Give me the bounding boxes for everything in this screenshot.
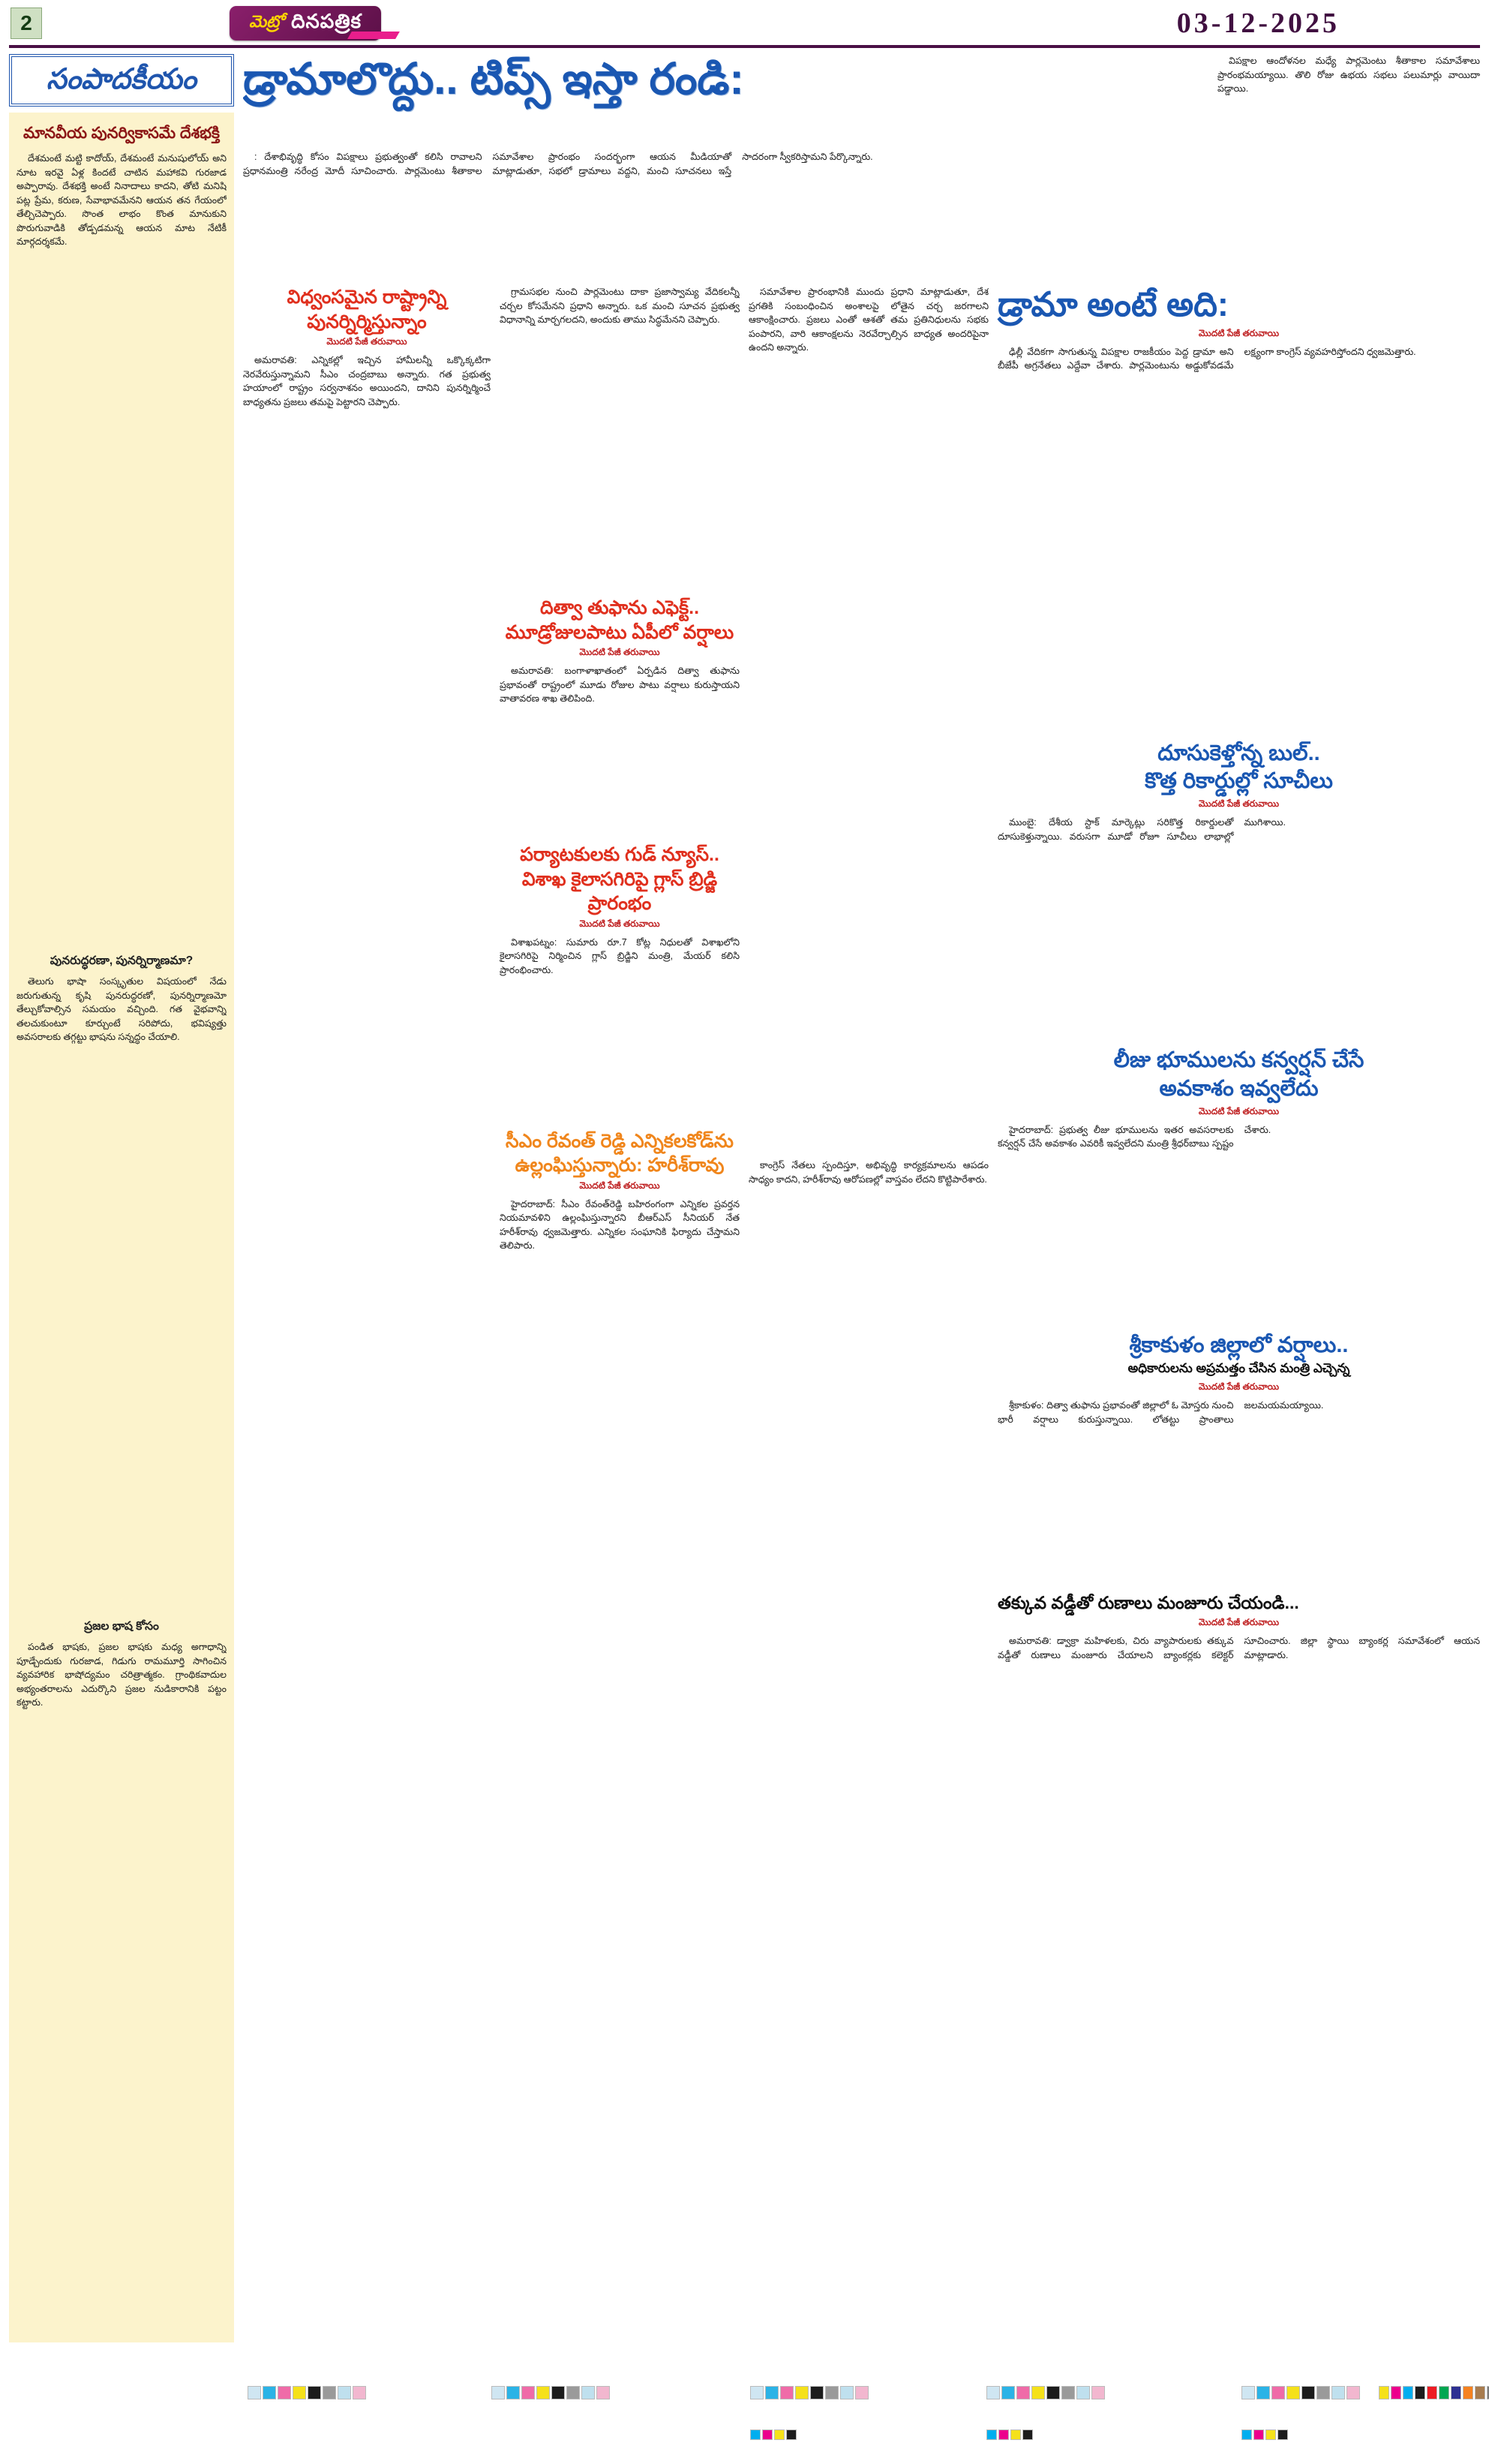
color-swatch <box>1031 2386 1045 2399</box>
article-lease-byline: మొదటి పేజీ తరువాయి <box>1198 1105 1280 1116</box>
article-drama <box>998 285 1480 731</box>
color-swatch <box>1286 2386 1300 2399</box>
article-lease-body <box>998 1123 1480 1323</box>
article-bull-headline-1: దూసుకెళ్తోన్న బుల్.. <box>1157 741 1320 765</box>
color-swatch <box>353 2386 366 2399</box>
page-content <box>0 48 1489 2342</box>
color-swatch <box>1076 2386 1090 2399</box>
lead-continuation-right <box>749 285 989 1158</box>
article-rebuild-body <box>243 353 491 2338</box>
article-rebuild-byline: మొదటి పేజీ తరువాయి <box>326 336 407 347</box>
color-swatch <box>248 2386 261 2399</box>
color-swatch <box>1061 2386 1075 2399</box>
masthead-brand-name: దినపత్రిక <box>291 9 362 32</box>
color-swatch <box>825 2386 839 2399</box>
color-swatch <box>1022 2429 1033 2440</box>
editorial-column <box>9 54 234 2342</box>
color-swatch <box>1463 2386 1473 2399</box>
editorial-headline: మానవీయ పునర్వికాసమే దేశభక్తి <box>23 124 221 142</box>
editorial-text-3 <box>17 1640 227 2336</box>
color-swatch <box>1346 2386 1360 2399</box>
article-revanth-byline: మొదటి పేజీ తరువాయి <box>579 1179 660 1191</box>
article-revanth-headline-1: సీఎం రేవంత్ రెడ్డి ఎన్నికలకోడ్‌ను <box>506 1130 734 1152</box>
color-registration-cluster-small <box>750 2429 797 2440</box>
color-swatch <box>1451 2386 1461 2399</box>
article-revanth-body <box>500 1197 740 2339</box>
body-paragraph: హైదరాబాద్: ప్రభుత్వ లీజు భూములను ఇతర అవసరాలకు కన్వర్షన్ చేసే అవకాశం ఎవరికీ ఇవ్వలేదని మంత్రి శ్రీధర్‌బాబు స్పష్టం చేశారు. <box>998 1124 1271 1149</box>
color-registration-cluster-small <box>986 2429 1033 2440</box>
color-swatch <box>1331 2386 1345 2399</box>
editorial-text-2 <box>17 975 227 1612</box>
color-swatch <box>596 2386 610 2399</box>
article-loans <box>998 1592 1480 2338</box>
color-swatch <box>581 2386 595 2399</box>
article-tourism-body <box>500 936 740 1129</box>
lower-grid <box>243 285 1480 2338</box>
color-swatch <box>1016 2386 1030 2399</box>
color-swatch <box>774 2429 785 2440</box>
color-registration-cluster <box>491 2386 610 2399</box>
color-swatch <box>1439 2386 1449 2399</box>
color-registration-strip <box>1379 2386 1489 2399</box>
editorial-text-1 <box>17 152 227 947</box>
color-swatch <box>840 2386 854 2399</box>
lead-side-text <box>1217 54 1480 146</box>
lead-continuation-left <box>500 285 740 596</box>
color-swatch <box>765 2386 779 2399</box>
color-swatch <box>986 2386 1000 2399</box>
article-cyclone-body <box>500 664 740 843</box>
color-swatch <box>998 2429 1009 2440</box>
article-loans-headline: తక్కువ వడ్డీతో రుణాలు మంజూరు చేయండి... <box>998 1593 1299 1613</box>
color-swatch <box>1391 2386 1401 2399</box>
middle-column-right <box>749 285 989 2338</box>
color-swatch <box>323 2386 336 2399</box>
body-paragraph: హైదరాబాద్: సీఎం రేవంత్‌రెడ్డి బహిరంగంగా ఎన్నికల ప్రవర్తన నియమావళిని ఉల్లంఘిస్తున్నారని బీఆర్ఎస్ సీనియర్ నేత హరీశ్‌రావు ధ్వజమెత్తారు. ఎన్నికల సంఘానికి ఫిర్యాదు చేస్తామని తెలిపారు. <box>500 1198 740 1251</box>
color-swatch <box>786 2429 797 2440</box>
editorial-subhead-1: పునరుద్ధరణా, పునర్నిర్మాణమా? <box>50 954 194 968</box>
body-paragraph: : దేశాభివృద్ధి కోసం విపక్షాలు ప్రభుత్వంతో కలిసి రావాలని ప్రధానమంత్రి నరేంద్ర మోదీ సూచించారు. పార్లమెంటు శీతాకాల సమావేశాల ప్రారంభం సందర్భంగా ఆయన మీడియాతో మాట్లాడుతూ, సభలో డ్రామాలు వద్దని, మంచి సూచనలు ఇస్తే సాదరంగా స్వీకరిస్తామని పేర్కొన్నారు. <box>243 152 873 176</box>
color-swatch <box>1271 2386 1285 2399</box>
article-bull-headline-2: కొత్త రికార్డుల్లో సూచీలు <box>1145 769 1333 794</box>
article-bull-market <box>998 740 1480 1038</box>
color-swatch <box>1427 2386 1437 2399</box>
article-lease-headline-2: అవకాశం ఇవ్వలేదు <box>1159 1076 1319 1101</box>
color-swatch <box>750 2429 761 2440</box>
editorial-section-box <box>9 54 234 107</box>
color-swatch <box>551 2386 565 2399</box>
color-registration-cluster-small <box>1241 2429 1288 2440</box>
middle-columns <box>500 285 989 2338</box>
body-paragraph: అమరావతి: ఎన్నికల్లో ఇచ్చిన హామీలన్నీ ఒక్కొక్కటిగా నెరవేరుస్తున్నామని సీఎం చంద్రబాబు అన్నారు. గత ప్రభుత్వ హయాంలో రాష్ట్రం సర్వనాశనం అయిందని, దానిని పునర్నిర్మించే బాధ్యతను ప్రజలు తమపై పెట్టారని చెప్పారు. <box>243 355 491 407</box>
color-swatch <box>1277 2429 1288 2440</box>
article-loans-byline: మొదటి పేజీ తరువాయి <box>1198 1617 1280 1628</box>
body-paragraph: సమావేశాల ప్రారంభానికి ముందు ప్రధాని మాట్లాడుతూ, దేశ ప్రగతికి సంబంధించిన అంశాలపై లోతైన చర్చ జరగాలని ఆకాంక్షించారు. ప్రజలు ఎంతో ఆశతో తమ ప్రతినిధులను సభకు పంపారని, వారి ఆకాంక్షలను నెరవేర్చాల్సిన బాధ్యత అందరిపైనా ఉందని అన్నారు. <box>749 287 989 353</box>
color-registration-cluster <box>986 2386 1105 2399</box>
color-swatch <box>1379 2386 1389 2399</box>
color-swatch <box>1316 2386 1330 2399</box>
color-registration-cluster <box>1241 2386 1360 2399</box>
body-paragraph: అమరావతి: డ్వాక్రా మహిళలకు, చిరు వ్యాపారులకు తక్కువ వడ్డీతో రుణాలు మంజూరు చేయాలని బ్యాంకర్లకు కలెక్టర్ సూచించారు. జిల్లా స్థాయి బ్యాంకర్ల సమావేశంలో ఆయన మాట్లాడారు. <box>998 1636 1480 1660</box>
body-paragraph: శ్రీకాకుళం: దిత్వా తుఫాను ప్రభావంతో జిల్లాలో ఓ మోస్తరు నుంచి భారీ వర్షాలు కురుస్తున్నాయి. లోతట్టు ప్రాంతాలు జలమయమయ్యాయి. <box>998 1400 1324 1425</box>
editorial-subhead-2: ప్రజల భాష కోసం <box>84 1620 159 1633</box>
color-registration-cluster <box>248 2386 366 2399</box>
article-srikakulam-body <box>998 1399 1480 1583</box>
color-swatch <box>795 2386 809 2399</box>
body-paragraph: అమరావతి: బంగాళాఖాతంలో ఏర్పడిన దిత్వా తుఫాను ప్రభావంతో రాష్ట్రంలో మూడు రోజుల పాటు వర్షాలు కురుస్తాయని వాతావరణ శాఖ తెలిపింది. <box>500 666 740 704</box>
article-tourism-headline-1: పర్యాటకులకు గుడ్ న్యూస్.. <box>520 844 719 865</box>
editorial-section-title: సంపాదకీయం <box>47 64 197 95</box>
color-swatch <box>762 2429 773 2440</box>
body-paragraph: ముంబై: దేశీయ స్టాక్ మార్కెట్లు సరికొత్త రికార్డులతో దూసుకెళ్తున్నాయి. వరుసగా మూడో రోజూ సూచీలు లాభాల్లో ముగిశాయి. <box>998 817 1286 842</box>
color-swatch <box>1241 2386 1255 2399</box>
article-cyclone <box>500 596 740 843</box>
color-swatch <box>1415 2386 1425 2399</box>
body-paragraph: కాంగ్రెస్ నేతలు స్పందిస్తూ, అభివృద్ధి కార్యక్రమాలను ఆపడం సాధ్యం కాదని, హరీశ్‌రావు ఆరోపణల్లో వాస్తవం లేదని కొట్టిపారేశారు. <box>749 1160 989 1185</box>
middle-column-left <box>500 285 740 2338</box>
color-swatch <box>1301 2386 1315 2399</box>
article-cyclone-headline-1: దిత్వా తుఫాను ఎఫెక్ట్.. <box>539 597 700 618</box>
article-tourism-byline: మొదటి పేజీ తరువాయి <box>579 918 660 929</box>
color-swatch <box>521 2386 535 2399</box>
color-swatch <box>308 2386 321 2399</box>
color-swatch <box>986 2429 997 2440</box>
body-paragraph: పండిత భాషకు, ప్రజల భాషకు మధ్య అగాధాన్ని పూడ్చేందుకు గురజాడ, గిడుగు రామమూర్తి సాగించిన వ్యవహారిక భాషోద్యమం చరిత్రాత్మకం. గ్రాంథికవాదుల అభ్యంతరాలను ఎదుర్కొని ప్రజల నుడికారానికి పట్టం కట్టారు. <box>17 1642 227 1708</box>
editorial-body <box>9 113 234 2342</box>
body-paragraph: దేశమంటే మట్టి కాదోయ్, దేశమంటే మనుషులోయ్ అని నూట ఇరవై ఏళ్ల కిందటే చాటిన మహాకవి గురజాడ అప్పారావు. దేశభక్తి అంటే నినాదాలు కాదని, తోటి మనిషి పట్ల ప్రేమ, కరుణ, సేవాభావమేనని ఆయన తన గేయంలో తేల్చిచెప్పారు. సొంత లాభం కొంత మానుకుని పొరుగువాడికి తోడ్పడమన్న ఆయన మాట నేటికీ మార్గదర్శకమే. <box>17 153 227 248</box>
color-swatch <box>263 2386 276 2399</box>
article-loans-body <box>998 1634 1480 2338</box>
color-swatch <box>566 2386 580 2399</box>
body-paragraph: ఢిల్లీ వేదికగా సాగుతున్న విపక్షాల రాజకీయం పెద్ద డ్రామా అని బీజేపీ అగ్రనేతలు ఎద్దేవా చేశారు. పార్లమెంటును అడ్డుకోవడమే లక్ష్యంగా కాంగ్రెస్ వ్యవహరిస్తోందని ధ్వజమెత్తారు. <box>998 346 1416 371</box>
color-swatch <box>750 2386 764 2399</box>
color-swatch <box>536 2386 550 2399</box>
color-swatch <box>1241 2429 1252 2440</box>
article-lease-lands <box>998 1047 1480 1322</box>
color-swatch <box>293 2386 306 2399</box>
color-swatch <box>1265 2429 1276 2440</box>
color-swatch <box>278 2386 291 2399</box>
article-drama-headline: డ్రామా అంటే అది: <box>998 285 1229 323</box>
color-swatch <box>855 2386 869 2399</box>
color-swatch <box>1010 2429 1021 2440</box>
right-rail <box>998 285 1480 2338</box>
color-swatch <box>338 2386 351 2399</box>
main-column <box>243 54 1480 2342</box>
article-cyclone-headline-2: మూడ్రోజులపాటు ఏపీలో వర్షాలు <box>505 621 734 643</box>
article-rebuild-headline: విధ్వంసమైన రాష్ట్రాన్ని పునర్నిర్మిస్తున్నాం <box>287 287 447 332</box>
body-paragraph: విశాఖపట్నం: సుమారు రూ.7 కోట్ల నిధులతో విశాఖలోని కైలాసగిరిపై నిర్మించిన గ్లాస్ బ్రిడ్జిని మంత్రి, మేయర్ కలిసి ప్రారంభించారు. <box>500 936 740 975</box>
article-revanth-body-continued <box>749 1158 989 2338</box>
lead-intro-text <box>243 150 1480 279</box>
article-srikakulam-headline: శ్రీకాకుళం జిల్లాలో వర్షాలు.. <box>1129 1333 1349 1357</box>
body-paragraph: విపక్షాల ఆందోళనల మధ్యే పార్లమెంటు శీతాకాల సమావేశాలు ప్రారంభమయ్యాయి. తొలి రోజు ఉభయ సభలు పలుమార్లు వాయిదా పడ్డాయి. <box>1217 56 1480 94</box>
color-swatch <box>1475 2386 1485 2399</box>
color-registration-cluster <box>750 2386 869 2399</box>
article-srikakulam-rains <box>998 1332 1480 1584</box>
article-tourism <box>500 843 740 1129</box>
color-swatch <box>780 2386 794 2399</box>
lead-headline-row <box>243 54 1480 146</box>
article-bull-byline: మొదటి పేజీ తరువాయి <box>1198 798 1280 810</box>
article-revanth-headline-2: ఉల్లంఘిస్తున్నారు: హరీశ్‌రావు <box>515 1155 725 1176</box>
page-number: 2 <box>11 8 42 39</box>
lead-headline: డ్రామాలొద్దు.. టిప్స్ ఇస్తా రండి: <box>243 55 744 104</box>
article-tourism-headline-2: విశాఖ కైలాసగిరిపై గ్లాస్ బ్రిడ్జి ప్రారంభం <box>521 868 718 914</box>
body-paragraph: తెలుగు భాషా సంస్కృతుల విషయంలో నేడు జరుగుతున్న కృషి పునరుద్ధరణో, పునర్నిర్మాణమో తేల్చుకోవాల్సిన సమయం వచ్చింది. గత వైభవాన్ని తలచుకుంటూ కూర్చుంటే సరిపోదు, భవిష్యత్తు అవసరాలకు తగ్గట్టు భాషను సన్నద్ధం చేయాలి. <box>17 976 227 1043</box>
edition-date: 03-12-2025 <box>1176 8 1340 39</box>
article-srikakulam-byline: మొదటి పేజీ తరువాయి <box>1198 1381 1280 1393</box>
color-swatch <box>491 2386 505 2399</box>
article-drama-body <box>998 345 1480 731</box>
article-drama-byline: మొదటి పేజీ తరువాయి <box>1198 327 1280 338</box>
color-swatch <box>1256 2386 1270 2399</box>
article-bull-body <box>998 816 1480 1038</box>
color-swatch <box>1091 2386 1105 2399</box>
color-registration-row <box>0 2386 1489 2401</box>
body-paragraph: గ్రామసభల నుంచి పార్లమెంటు దాకా ప్రజాస్వామ్య వేదికలన్నీ చర్చల కోసమేనని ప్రధాని అన్నారు. ఒక మంచి సూచన ప్రభుత్వ విధానాన్ని మార్చగలదని, అందుకు తాము సిద్ధమేనని చెప్పారు. <box>500 287 740 325</box>
color-registration-row-2 <box>0 2429 1489 2440</box>
article-lease-headline-1: లీజు భూములను కన్వర్షన్ చేసే <box>1113 1048 1364 1073</box>
article-cyclone-byline: మొదటి పేజీ తరువాయి <box>579 647 660 657</box>
color-swatch <box>1001 2386 1015 2399</box>
page-header <box>0 0 1489 44</box>
color-swatch <box>1253 2429 1264 2440</box>
color-swatch <box>1046 2386 1060 2399</box>
color-swatch <box>1403 2386 1413 2399</box>
article-rebuild <box>243 285 491 2338</box>
article-srikakulam-subhead: అధికారులను అప్రమత్తం చేసిన మంత్రి ఎచ్చెన్న <box>1127 1361 1350 1376</box>
masthead-logo <box>230 6 381 41</box>
masthead-brand-script: మెట్రో <box>249 11 284 31</box>
color-swatch <box>506 2386 520 2399</box>
color-swatch <box>810 2386 824 2399</box>
